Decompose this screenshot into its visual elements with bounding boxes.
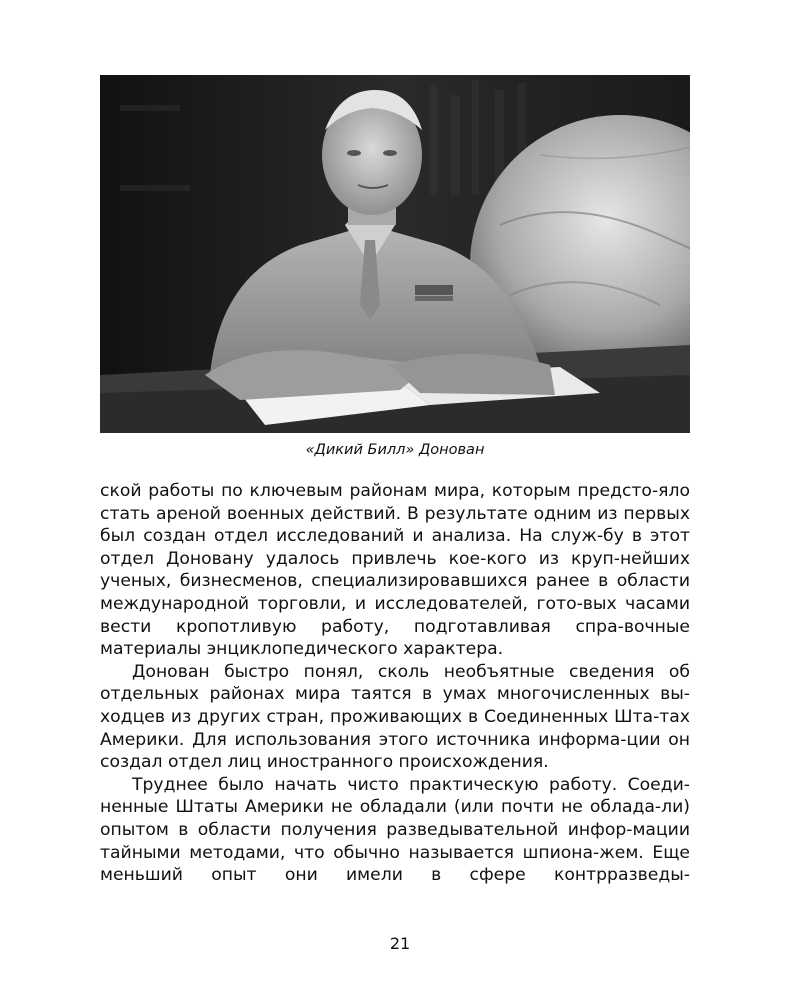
body-text	[100, 480, 690, 887]
paragraph-1: ской работы по ключевым районам мира, которым предсто-яло стать ареной военных действий. В результате одним из первых был создан отдел исследований и анализа. На служ-бу в этот отдел Доновану удалось привлечь кое-кого из круп-нейших ученых, бизнесменов, специализировавшихся ранее в области международной торговли, и исследователей, гото-вых часами вести кропотливую работу, подготавливая спра-вочные материалы энциклопедического характера.	[100, 481, 690, 660]
paragraph-3: Труднее было начать чисто практическую работу. Соеди-ненные Штаты Америки не обладали (или почти не облада-ли) опытом в области получения разведывательной инфор-мации тайными методами, что обычно называется шпиона-жем. Еще меньший опыт они имели в сфере контрразведы-	[100, 774, 690, 886]
portrait-photo	[100, 75, 690, 433]
figure-caption: «Дикий Билл» Донован	[305, 442, 485, 458]
page-number: 21	[389, 934, 411, 953]
portrait-image	[100, 75, 690, 433]
paragraph-2: Донован быстро понял, сколь необъятные сведения об отдельных районах мира таятся в умах многочисленных вы-ходцев из других стран, проживающих в Соединенных Шта-тах Америки. Для использования этого источника информа-ции он создал отдел лиц иностранного происхождения.	[100, 661, 690, 773]
